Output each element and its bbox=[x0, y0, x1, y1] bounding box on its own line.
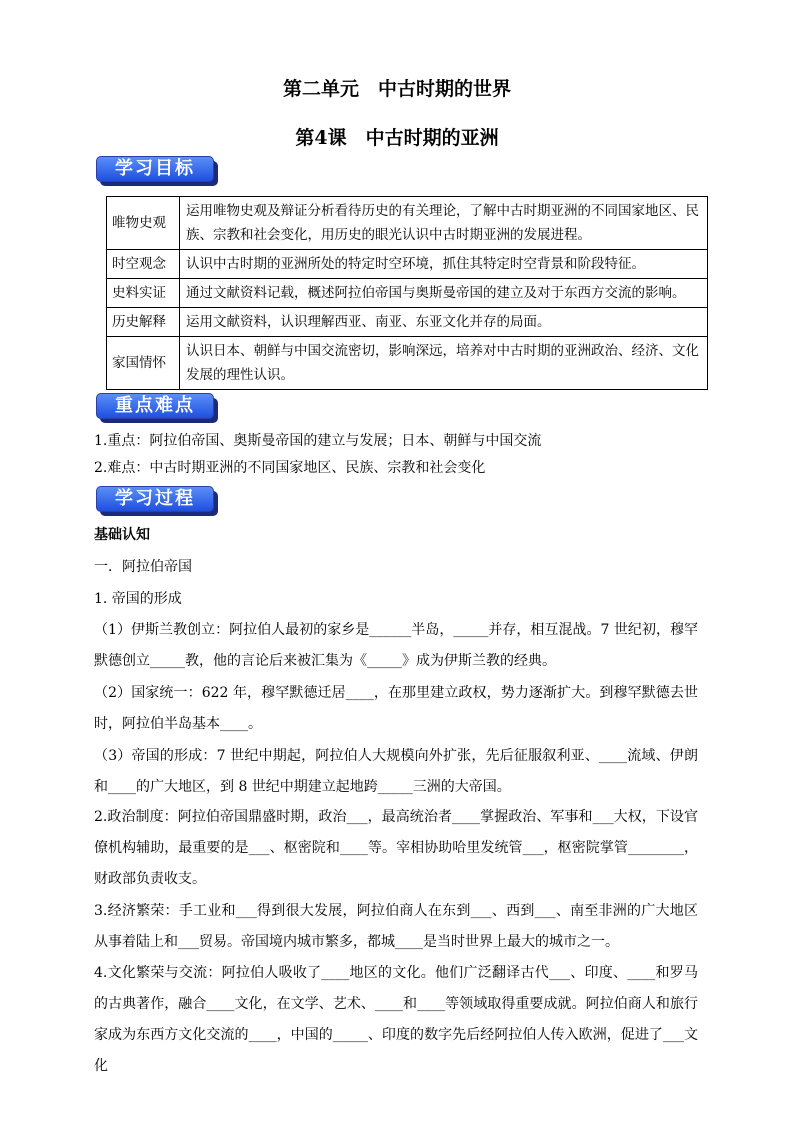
paragraph-1: （1）伊斯兰教创立：阿拉伯人最初的家乡是______半岛，_____并存，相互混战。7 世纪初，穆罕默德创立_____教，他的言论后来被汇集为《_____》成为伊斯兰教的经典。 bbox=[94, 622, 698, 669]
goal-value: 运用文献资料，认识理解西亚、南亚、东亚文化并存的局面。 bbox=[180, 308, 708, 337]
goals-banner bbox=[96, 156, 220, 186]
key-focus: 1.重点：阿拉伯帝国、奥斯曼帝国的建立与发展；日本、朝鲜与中国交流 bbox=[94, 433, 542, 449]
goal-value: 认识中古时期的亚洲所处的特定时空环境，抓住其特定时空背景和阶段特征。 bbox=[180, 250, 708, 279]
section-basic: 基础认知 bbox=[94, 527, 150, 543]
process-banner bbox=[96, 486, 220, 516]
lesson-title: 第4课 中古时期的亚洲 bbox=[295, 127, 499, 149]
goal-key: 家国情怀 bbox=[107, 337, 180, 390]
sub-empire-formation: 1. 帝国的形成 bbox=[94, 591, 182, 607]
process-banner-label: 学习过程 bbox=[96, 486, 214, 512]
key-difficulty: 2.难点：中古时期亚洲的不同国家地区、民族、宗教和社会变化 bbox=[94, 460, 486, 476]
table-row bbox=[107, 308, 708, 337]
table-row bbox=[107, 250, 708, 279]
goals-table bbox=[106, 196, 708, 390]
goal-value: 认识日本、朝鲜与中国交流密切，影响深远，培养对中古时期的亚洲政治、经济、文化发展的理性认识。 bbox=[180, 337, 708, 390]
paragraph-4: 2.政治制度：阿拉伯帝国鼎盛时期，政治___，最高统治者____掌握政治、军事和___大权，下设官僚机构辅助，最重要的是___、枢密院和____等。宰相协助哈里发统管___，枢密院掌管________，财政部负责收支。 bbox=[94, 809, 698, 887]
key-points-banner bbox=[96, 393, 220, 423]
goal-value: 通过文献资料记载，概述阿拉伯帝国与奥斯曼帝国的建立及对于东西方交流的影响。 bbox=[180, 279, 708, 308]
paragraph-3: （3）帝国的形成：7 世纪中期起，阿拉伯人大规模向外扩张，先后征服叙利亚、____流域、伊朗和____的广大地区，到 8 世纪中期建立起地跨_____三洲的大帝国。 bbox=[94, 748, 698, 795]
paragraph-6: 4.文化繁荣与交流：阿拉伯人吸收了____地区的文化。他们广泛翻译古代___、印度、____和罗马的古典著作，融合____文化，在文学、艺术、____和____等领域取得重要成就。阿拉伯商人和旅行家成为东西方文化交流的____，中国的_____、印度的数字先后经阿拉伯人传入欧洲，促进了___文化 bbox=[94, 965, 698, 1074]
goals-banner-label: 学习目标 bbox=[96, 156, 214, 182]
goal-key: 时空观念 bbox=[107, 250, 180, 279]
goal-key: 唯物史观 bbox=[107, 197, 180, 250]
paragraph-5: 3.经济繁荣：手工业和___得到很大发展，阿拉伯商人在东到___、西到___、南至非洲的广大地区从事着陆上和___贸易。帝国境内城市繁多，都城____是当时世界上最大的城市之一。 bbox=[94, 903, 698, 950]
unit-title: 第二单元 中古时期的世界 bbox=[282, 78, 511, 100]
goal-value: 运用唯物史观及辩证分析看待历史的有关理论，了解中古时期亚洲的不同国家地区、民族、宗教和社会变化，用历史的眼光认识中古时期亚洲的发展进程。 bbox=[180, 197, 708, 250]
table-row bbox=[107, 337, 708, 390]
key-points-banner-label: 重点难点 bbox=[96, 393, 214, 419]
table-row bbox=[107, 279, 708, 308]
heading-arab-empire: 一．阿拉伯帝国 bbox=[94, 559, 192, 575]
goal-key: 史料实证 bbox=[107, 279, 180, 308]
paragraph-2: （2）国家统一：622 年，穆罕默德迁居____，在那里建立政权，势力逐渐扩大。到穆罕默德去世时，阿拉伯半岛基本____。 bbox=[94, 685, 698, 732]
table-row bbox=[107, 197, 708, 250]
goal-key: 历史解释 bbox=[107, 308, 180, 337]
